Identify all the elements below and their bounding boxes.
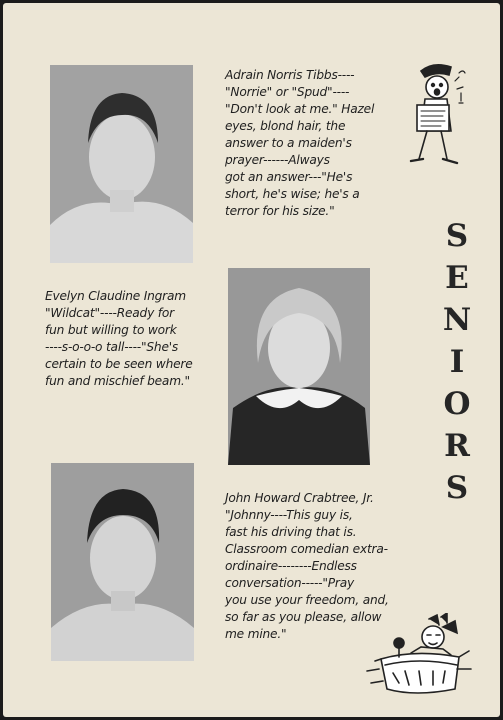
portrait-crabtree-image (51, 463, 194, 661)
heading-letter: O (443, 386, 471, 422)
blurb-line: "Johnny----This guy is, (225, 508, 353, 522)
blurb-line: conversation-----"Pray (225, 576, 355, 590)
student-blurb-ingram (45, 288, 193, 390)
heading-letter: R (444, 428, 470, 464)
yearbook-page (3, 3, 500, 717)
heading-letter: S (445, 470, 469, 506)
blurb-line: got an answer---"He's (225, 170, 353, 184)
blurb-line: Classroom comedian extra- (225, 542, 388, 556)
portrait-ingram-image (228, 268, 370, 465)
blurb-line: terror for his size." (225, 204, 335, 218)
singing-boy-sketch-icon (399, 59, 471, 171)
blurb-line: answer to a maiden's (225, 136, 352, 150)
blurb-line: Adrain Norris Tibbs---- (225, 68, 355, 82)
portrait-photo-tibbs (50, 65, 193, 263)
blurb-line: John Howard Crabtree, Jr. (225, 491, 374, 505)
blurb-line: me mine." (225, 627, 287, 641)
student-blurb-tibbs (225, 67, 374, 220)
blurb-line: "Wildcat"----Ready for (45, 306, 174, 320)
blurb-line: "Norrie" or "Spud"---- (225, 85, 350, 99)
blurb-line: you use your freedom, and, (225, 593, 389, 607)
blurb-line: "Don't look at me." Hazel (225, 102, 375, 116)
blurb-line: fun but willing to work (45, 323, 177, 337)
portrait-tibbs-image (50, 65, 193, 263)
boy-in-tub-sketch-icon (359, 613, 477, 701)
blurb-line: fun and mischief beam." (45, 374, 190, 388)
blurb-line: Evelyn Claudine Ingram (45, 289, 186, 303)
blurb-line: eyes, blond hair, the (225, 119, 346, 133)
heading-letter: E (445, 260, 469, 296)
portrait-photo-ingram (228, 268, 370, 465)
blurb-line: short, he's wise; he's a (225, 187, 360, 201)
heading-letter: N (442, 302, 472, 338)
portrait-photo-crabtree (51, 463, 194, 661)
blurb-line: ----s-o-o-o tall----"She's (45, 340, 179, 354)
blurb-line: prayer------Always (225, 153, 330, 167)
blurb-line: fast his driving that is. (225, 525, 357, 539)
heading-letter: I (449, 344, 465, 380)
blurb-line: so far as you please, allow (225, 610, 382, 624)
heading-letter: S (445, 218, 469, 254)
blurb-line: certain to be seen where (45, 357, 193, 371)
blurb-line: ordinaire--------Endless (225, 559, 357, 573)
seniors-heading (441, 215, 473, 509)
